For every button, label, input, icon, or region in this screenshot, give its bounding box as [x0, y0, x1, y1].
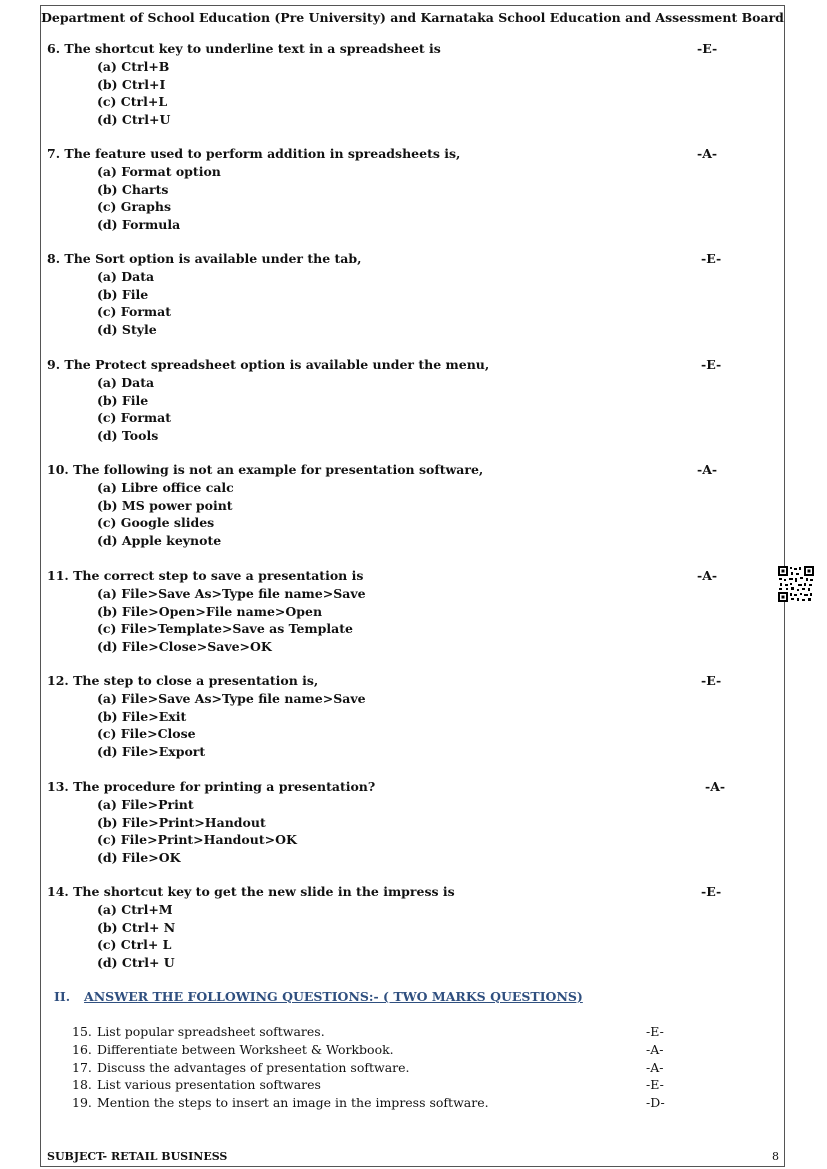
- option: (d) File>Close>Save>OK: [97, 638, 272, 654]
- option: (c) Format: [97, 410, 172, 425]
- question-code: -E-: [701, 673, 722, 688]
- option: (d) Tools: [97, 427, 159, 443]
- question-block: [47, 567, 747, 655]
- option: (b) File: [97, 392, 149, 408]
- question-code: -E-: [697, 41, 718, 56]
- question-text: 6. The shortcut key to underline text in a spreadsheet is: [47, 41, 441, 56]
- short-question: [72, 1041, 692, 1059]
- short-question-number: 17.: [72, 1060, 92, 1075]
- section-heading: [54, 989, 583, 1004]
- short-question: [72, 1094, 692, 1112]
- question-text: 10. The following is not an example for presentation software,: [47, 462, 484, 477]
- option: (a) Ctrl+B: [97, 59, 170, 74]
- option: (b) File>Print>Handout: [97, 814, 266, 830]
- question-block: [47, 672, 747, 760]
- short-question: [72, 1023, 692, 1041]
- question-block: [47, 461, 747, 549]
- question-text: 13. The procedure for printing a presentation?: [47, 779, 376, 794]
- question-block: [47, 778, 747, 866]
- short-question-text: Mention the steps to insert an image in the impress software.: [97, 1095, 489, 1110]
- short-question-code: -E-: [646, 1024, 664, 1039]
- option: (d) Style: [97, 321, 157, 337]
- short-question-code: -D-: [646, 1095, 665, 1110]
- option: (b) File>Exit: [97, 708, 187, 724]
- option: (b) Ctrl+ N: [97, 919, 176, 935]
- option: (a) File>Save As>Type file name>Save: [97, 691, 366, 706]
- option: (a) Format option: [97, 164, 221, 179]
- option: (a) Data: [97, 375, 155, 390]
- option: (b) MS power point: [97, 497, 233, 513]
- page-header: Department of School Education (Pre University) and Karnataka School Education and Assessment Board: [41, 10, 784, 25]
- option: (c) Ctrl+L: [97, 94, 168, 109]
- question-block: [47, 883, 747, 971]
- question-block: [47, 356, 747, 444]
- option: (c) File>Close: [97, 726, 196, 741]
- footer-subject: SUBJECT- RETAIL BUSINESS: [47, 1150, 228, 1163]
- option: (d) File>Export: [97, 743, 206, 759]
- question-text: 7. The feature used to perform addition in spreadsheets is,: [47, 146, 461, 161]
- option: (c) File>Print>Handout>OK: [97, 832, 297, 847]
- section-title: ANSWER THE FOLLOWING QUESTIONS:- ( TWO MARKS QUESTIONS): [84, 989, 583, 1004]
- option: (d) Ctrl+ U: [97, 954, 175, 970]
- question-code: -A-: [697, 462, 718, 477]
- qr-code-icon: [778, 566, 814, 602]
- option: (a) Ctrl+M: [97, 902, 173, 917]
- short-question: [72, 1076, 692, 1094]
- question-text: 12. The step to close a presentation is,: [47, 673, 319, 688]
- option: (a) Libre office calc: [97, 480, 234, 495]
- short-question-number: 15.: [72, 1024, 92, 1039]
- question-text: 9. The Protect spreadsheet option is available under the menu,: [47, 357, 490, 372]
- option: (c) Ctrl+ L: [97, 937, 172, 952]
- option: (d) Apple keynote: [97, 532, 222, 548]
- option: (b) File>Open>File name>Open: [97, 603, 323, 619]
- question-text: 8. The Sort option is available under the tab,: [47, 251, 362, 266]
- question-code: -A-: [697, 568, 718, 583]
- option: (b) Charts: [97, 181, 169, 197]
- option: (c) Format: [97, 304, 172, 319]
- question-code: -E-: [701, 884, 722, 899]
- question-block: [47, 145, 747, 233]
- short-question: [72, 1059, 692, 1077]
- option: (b) File: [97, 286, 149, 302]
- short-question-text: Differentiate between Worksheet & Workbook.: [97, 1042, 394, 1057]
- short-question-code: -E-: [646, 1077, 664, 1092]
- short-question-text: List various presentation softwares: [97, 1077, 321, 1092]
- option: (c) File>Template>Save as Template: [97, 621, 353, 636]
- short-question-number: 16.: [72, 1042, 92, 1057]
- question-code: -E-: [701, 251, 722, 266]
- question-block: [47, 40, 747, 128]
- short-question-text: List popular spreadsheet softwares.: [97, 1024, 325, 1039]
- option: (d) File>OK: [97, 849, 181, 865]
- short-question-number: 18.: [72, 1077, 92, 1092]
- question-code: -E-: [701, 357, 722, 372]
- short-question-number: 19.: [72, 1095, 92, 1110]
- short-question-text: Discuss the advantages of presentation software.: [97, 1060, 410, 1075]
- option: (a) File>Print: [97, 797, 194, 812]
- section-numeral: II.: [54, 989, 71, 1004]
- question-text: 11. The correct step to save a presentation is: [47, 568, 364, 583]
- question-text: 14. The shortcut key to get the new slide in the impress is: [47, 884, 455, 899]
- option: (c) Google slides: [97, 515, 215, 530]
- short-question-code: -A-: [646, 1060, 664, 1075]
- question-block: [47, 250, 747, 338]
- question-code: -A-: [705, 779, 726, 794]
- option: (a) Data: [97, 269, 155, 284]
- option: (b) Ctrl+I: [97, 76, 166, 92]
- question-code: -A-: [697, 146, 718, 161]
- option: (c) Graphs: [97, 199, 172, 214]
- short-question-code: -A-: [646, 1042, 664, 1057]
- page-number: 8: [772, 1150, 779, 1163]
- option: (d) Formula: [97, 216, 181, 232]
- option: (a) File>Save As>Type file name>Save: [97, 586, 366, 601]
- option: (d) Ctrl+U: [97, 111, 171, 127]
